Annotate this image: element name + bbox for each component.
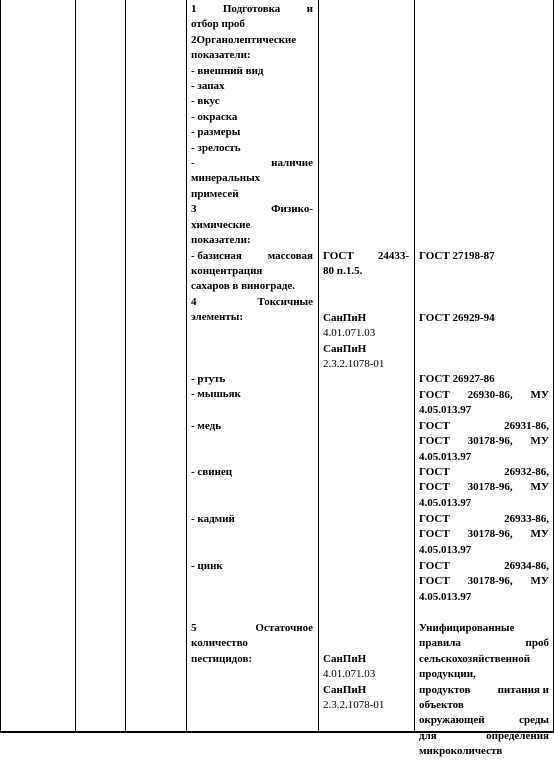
indicator-line: показатели: <box>191 49 251 62</box>
method-arsenic: ГОСТ 26930-86, МУ 4.05.013.97 <box>419 389 549 417</box>
indicator-line: 2Органолептические <box>191 33 297 46</box>
indicator-line: 1 Подготовка и <box>191 3 313 15</box>
indicator-line: химические <box>191 218 251 231</box>
sugar-norm-doc: ГОСТ 24433- 80 п.1.5. <box>323 250 409 278</box>
indicators-column <box>191 2 313 326</box>
method-pesticides: Унифицированные правила проб сельскохозяйственной продукции, продуктов питания и объектов окружающей среды для определения микроколичеств <box>419 622 549 758</box>
indicator-line: - зрелость <box>191 141 241 154</box>
indicator-line: - внешний вид <box>191 64 264 77</box>
indicator-line: минеральных <box>191 172 261 185</box>
method-copper: ГОСТ 26931-86, ГОСТ 30178-96, МУ 4.05.013.97 <box>419 420 549 463</box>
indicator-copper: - медь <box>191 420 222 432</box>
indicator-line: примесей <box>191 187 239 200</box>
pesticide-norm-doc: СанПиН 4.01.071.03 СанПиН 2.3.2.1078-01 <box>323 653 385 712</box>
method-sugar: ГОСТ 27198-87 <box>419 250 495 262</box>
indicator-line: - вкус <box>191 95 220 108</box>
table-divider-1 <box>75 0 76 733</box>
table-divider-3 <box>186 0 187 733</box>
toxic-norm-doc: СанПиН 4.01.071.03 СанПиН 2.3.2.1078-01 <box>323 312 385 371</box>
indicator-line: сахаров в винограде. <box>191 280 296 293</box>
table-divider-5 <box>414 0 415 733</box>
indicator-zinc: - цинк <box>191 560 223 572</box>
indicator-lead: - свинец <box>191 466 233 478</box>
indicator-line: - наличие <box>191 157 313 170</box>
indicator-cadmium: - кадмий <box>191 513 235 525</box>
method-cadmium: ГОСТ 26933-86, ГОСТ 30178-96, МУ 4.05.013.97 <box>419 513 549 556</box>
method-zinc: ГОСТ 26934-86, ГОСТ 30178-96, МУ 4.05.013.97 <box>419 560 549 603</box>
method-toxic: ГОСТ 26929-94 <box>419 312 495 324</box>
indicator-line: - мышьяк <box>191 388 241 401</box>
method-mercury: ГОСТ 26927-86 <box>419 373 495 385</box>
indicator-pesticides: 5 Остаточное количество пестицидов: <box>191 622 313 665</box>
table-divider-2 <box>125 0 126 733</box>
indicator-line: - окраска <box>191 110 238 123</box>
table-divider-4 <box>318 0 319 733</box>
method-lead: ГОСТ 26932-86, ГОСТ 30178-96, МУ 4.05.013.97 <box>419 466 549 509</box>
indicator-line: 4 Токсичные <box>191 295 313 308</box>
table-border-left <box>0 0 1 733</box>
indicator-line: показатели: <box>191 234 251 247</box>
indicator-line: - базисная массовая <box>191 249 313 262</box>
indicator-line: концентрация <box>191 264 263 277</box>
toxic-elements-list <box>191 372 313 403</box>
indicator-line: - ртуть <box>191 373 226 385</box>
indicator-line: - размеры <box>191 126 241 139</box>
indicator-line: - запах <box>191 80 225 93</box>
indicator-line: отбор проб <box>191 18 245 31</box>
indicator-line: 3 Физико- <box>191 203 313 216</box>
indicator-line: элементы: <box>191 311 243 324</box>
